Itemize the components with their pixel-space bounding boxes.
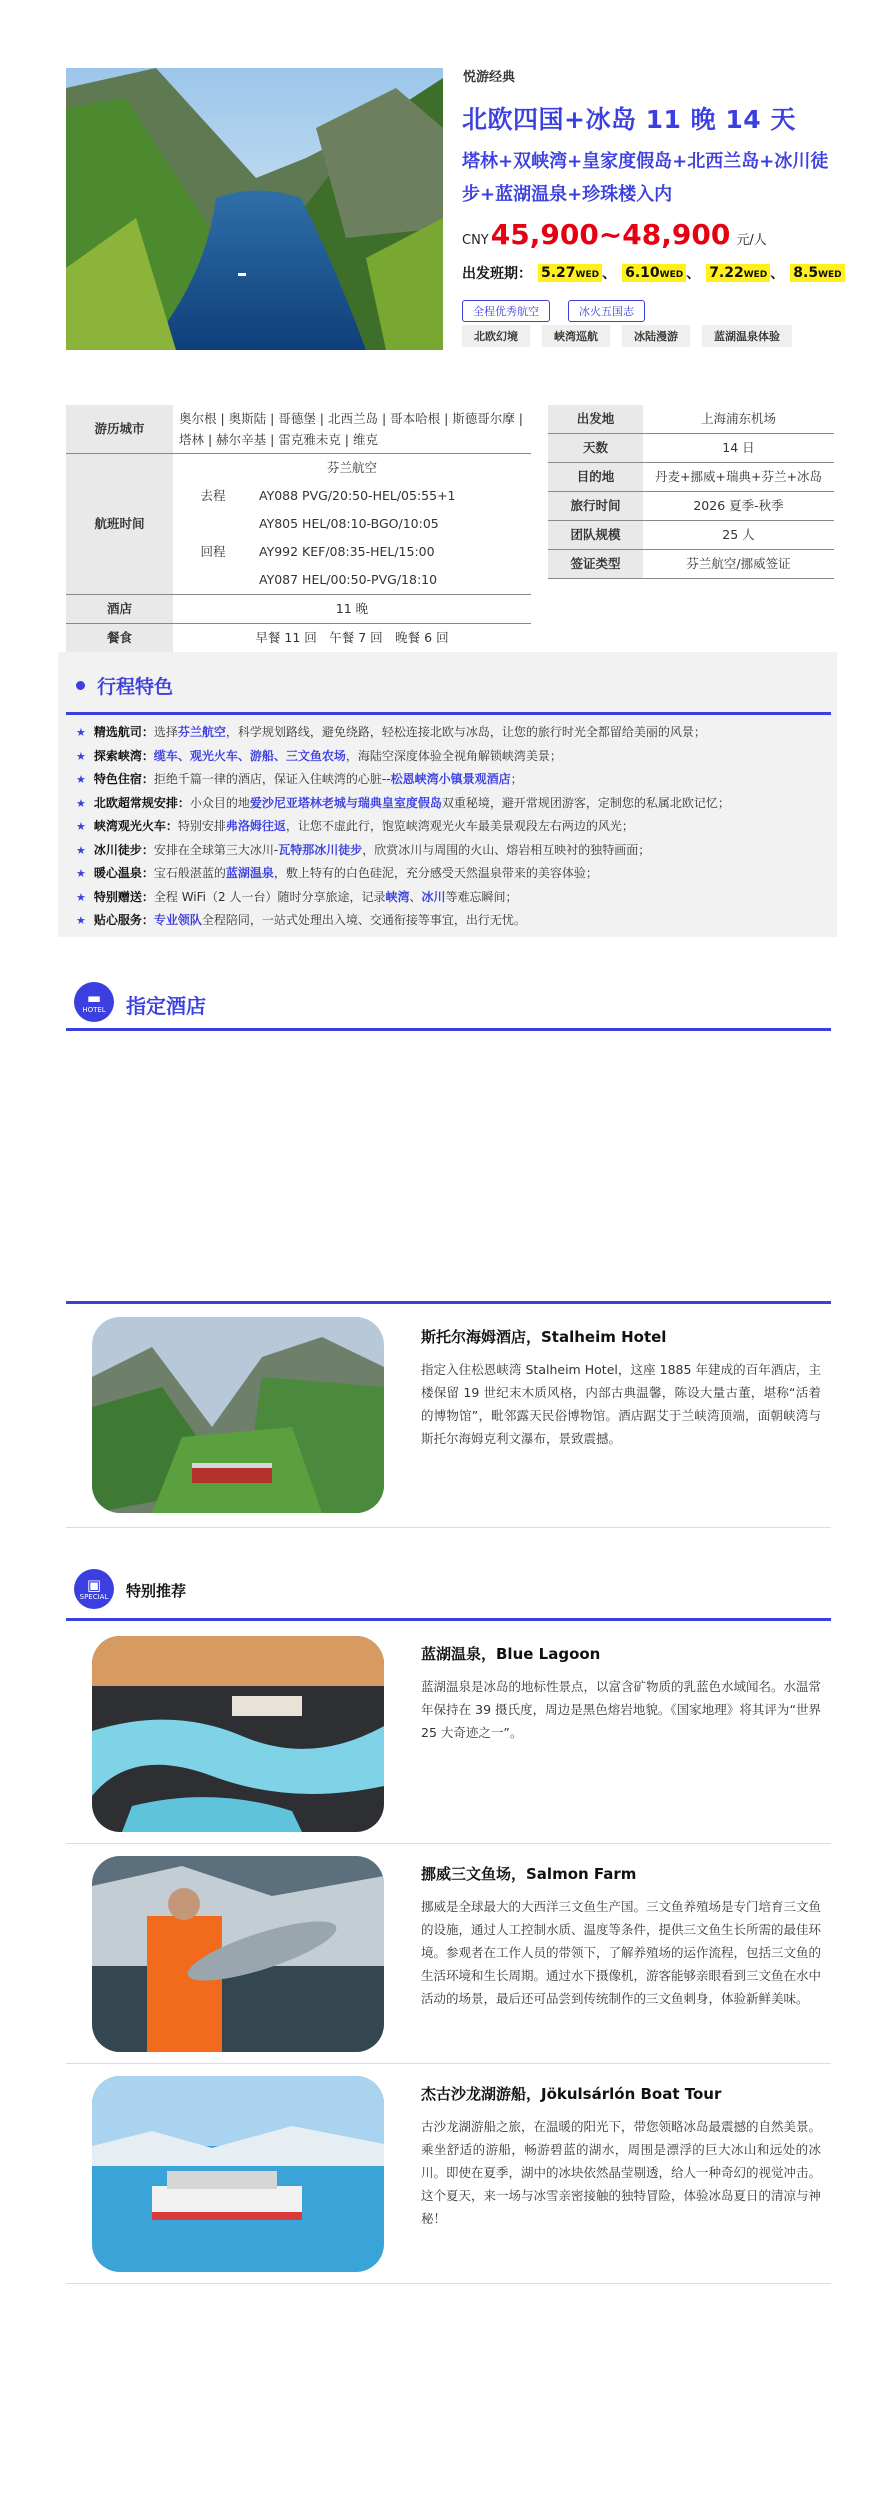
features-divider [66,712,831,715]
hotel-value: 11 晚 [173,595,531,624]
summary-label: 天数 [548,434,643,463]
badge-airline: 全程优秀航空 [462,300,550,322]
hotels-divider [66,1028,831,1031]
cities-value: 奥尔根 | 奥斯陆 | 哥德堡 | 北西兰岛 | 哥本哈根 | 斯德哥尔摩 | 塔林 | 赫尔辛基 | 雷克雅未克 | 维克 [173,405,531,454]
tag: 冰陆漫游 [622,325,690,347]
date-badge: 5.27WED [538,264,602,282]
special-name: 杰古沙龙湖游船，Jökulsárlón Boat Tour [421,2085,722,2103]
special-description: 蓝湖温泉是冰岛的地标性景点，以富含矿物质的乳蓝色水域闻名。水温常年保持在 39 摄氏度，周边是黑色熔岩地貌。《国家地理》将其评为“世界 25 大奇迹之一”。 [421,1679,822,1740]
hotel-description: 指定入住松恩峡湾 Stalheim Hotel，这座 1885 年建成的百年酒店，主楼保留 19 世纪末木质风格，内部古典温馨，陈设大量古董，堪称“活着的博物馆”，毗邻露天民俗博物馆。酒店踞艾于兰峡湾顶端，面朝峡湾与斯托尔海姆克利文瀑布，景致震撼。 [421,1362,821,1446]
features-list [76,721,836,933]
badge-theme: 冰火五国志 [568,300,645,322]
stalheim-hotel-image [92,1317,384,1513]
summary-value: 上海浦东机场 [643,405,834,434]
price-value: 45,900~48,900 [490,218,731,251]
summary-label: 签证类型 [548,550,643,579]
divider [66,1843,831,1844]
summary-label: 旅行时间 [548,492,643,521]
date-badge: 8.5WED [790,264,844,282]
special-name: 挪威三文鱼场，Salmon Farm [421,1865,637,1883]
divider [66,1527,831,1528]
star-icon: ★ [76,749,86,763]
return-flight: AY087 HEL/00:50-PVG/18:10 [253,566,531,595]
date-badge: 6.10WED [622,264,686,282]
feature-item: ★ 精选航司： 选择 芬兰航空 ，科学规划路线，避免绕路，轻松连接北欧与冰岛，让您的旅行时光全都留给美丽的风景； [76,721,836,745]
tour-subtitle: 塔林+双峡湾+皇家度假岛+北西兰岛+冰川徒步+蓝湖温泉+珍珠楼入内 [462,151,829,205]
hotel-card-top-divider [66,1301,831,1304]
tag: 蓝湖温泉体验 [702,325,792,347]
special-description: 挪威是全球最大的大西洋三文鱼生产国。三文鱼养殖场是专门培育三文鱼的设施，通过人工控制水质、温度等条件，提供三文鱼生长所需的最佳环境。参观者在工作人员的带领下，了解养殖场的运作流程，包括三文鱼的生活环境和生长周期。通过水下摄像机，游客能够亲眼看到三文鱼在水中活动的场景，最后还可品尝到传统制作的三文鱼刺身，体验新鲜美味。 [421,1899,822,2006]
hotel-name: 斯托尔海姆酒店，Stalheim Hotel [421,1328,667,1346]
feature-item: ★ 贴心服务： 专业领队 全程陪同，一站式处理出入境、交通衔接等事宜，出行无忧。 [76,909,836,933]
summary-value: 25 人 [643,521,834,550]
tag: 北欧幻境 [462,325,530,347]
departure-dates: 出发班期： 5.27WED 、 6.10WED 、 7.22WED 、 8.5WED [462,263,845,283]
divider [66,2283,831,2284]
star-icon: ★ [76,914,86,927]
divider [66,2063,831,2064]
feature-item: ★ 冰川徒步： 安排在全球第三大冰川- 瓦特那冰川徒步 ，欣赏冰川与周围的火山、熔岩相互映衬的独特画面； [76,839,836,863]
itinerary-info-table [66,405,531,653]
glacier-boat-image [92,2076,384,2272]
hotel-label: 酒店 [66,595,173,624]
feature-item: ★ 特色住宿： 拒绝千篇一律的酒店，保证入住峡湾的心脏-- 松恩峡湾小镇景观酒店 ； [76,768,836,792]
specials-heading: 特别推荐 [126,1582,187,1600]
star-icon: ★ [76,867,86,880]
special-bag-icon: ▣ SPECIAL [74,1569,114,1609]
star-icon: ★ [76,820,86,833]
currency-label: CNY [462,233,489,248]
bullet-dot-icon [76,681,85,690]
summary-value: 2026 夏季-秋季 [643,492,834,521]
feature-item: ★ 探索峡湾： 缆车、观光火车、游船、三文鱼农场 ，海陆空深度体验全视角解锁峡湾美景； [76,745,836,769]
features-heading: 行程特色 [76,672,173,699]
star-icon: ★ [76,773,86,786]
specials-divider [66,1618,831,1621]
star-icon: ★ [76,726,86,739]
feature-item: ★ 北欧超常规安排： 小众目的地 爱沙尼亚塔林老城与瑞典皇室度假岛 双重秘境，避开常规团游客，定制您的私属北欧记忆； [76,792,836,816]
return-flight: AY992 KEF/08:35-HEL/15:00 [259,544,435,559]
airline-value: 芬兰航空 [326,460,377,475]
return-label: 回程 [200,544,226,559]
summary-label: 目的地 [548,463,643,492]
blue-lagoon-image [92,1636,384,1832]
date-badge: 7.22WED [706,264,770,282]
summary-value: 丹麦+挪威+瑞典+芬兰+冰岛 [643,463,834,492]
hero-fjord-image [66,68,443,350]
meal-value: 早餐 11 回 午餐 7 回 晚餐 6 回 [173,624,531,653]
star-icon: ★ [76,890,86,904]
tag: 峡湾巡航 [542,325,610,347]
tag-row [462,325,792,347]
salmon-farm-image [92,1856,384,2052]
summary-label: 出发地 [548,405,643,434]
meal-label: 餐食 [66,624,173,653]
outbound-flight: AY088 PVG/20:50-HEL/05:55+1 [259,488,456,503]
brand-label: 悦游经典 [463,70,516,85]
tour-title: 北欧四国+冰岛 11 晚 14 天 [462,105,796,134]
feature-item: ★ 暖心温泉： 宝石般湛蓝的 蓝湖温泉 ，敷上特有的白色硅泥，充分感受天然温泉带来的美容体验； [76,862,836,886]
feature-item: ★ 峡湾观光火车： 特别安排 弗洛姆往返 ，让您不虚此行，饱览峡湾观光火车最美景观段左右两边的风光； [76,815,836,839]
summary-label: 团队规模 [548,521,643,550]
star-icon: ★ [76,843,86,857]
hotels-heading: 指定酒店 [126,994,206,1018]
price-unit: 元/人 [736,233,767,248]
badge-row [462,300,645,322]
special-description: 古沙龙湖游船之旅，在温暖的阳光下，带您领略冰岛最震撼的自然美景。乘坐舒适的游船，畅游碧蓝的湖水，周围是漂浮的巨大冰山和远处的冰川。即使在夏季，湖中的冰块依然晶莹剔透，给人一种奇幻的视觉冲击。这个夏天，来一场与冰雪亲密接触的独特冒险，体验冰岛夏日的清凉与神秘！ [421,2119,822,2226]
hotel-bed-icon: ▬ HOTEL [74,982,114,1022]
summary-value: 芬兰航空/挪威签证 [643,550,834,579]
special-name: 蓝湖温泉，Blue Lagoon [421,1645,601,1663]
cities-label: 游历城市 [66,405,173,454]
star-icon: ★ [76,796,86,810]
feature-item: ★ 特别赠送： 全程 WiFi（2 人一台）随时分享旅途，记录 峡湾 、 冰川 等难忘瞬间； [76,886,836,910]
outbound-label: 去程 [200,488,226,503]
outbound-flight: AY805 HEL/08:10-BGO/10:05 [259,516,439,531]
flight-label: 航班时间 [66,454,173,595]
departure-label: 出发班期： [462,266,532,282]
price-row [462,218,767,251]
summary-value: 14 日 [643,434,834,463]
trip-summary-table [548,405,834,579]
